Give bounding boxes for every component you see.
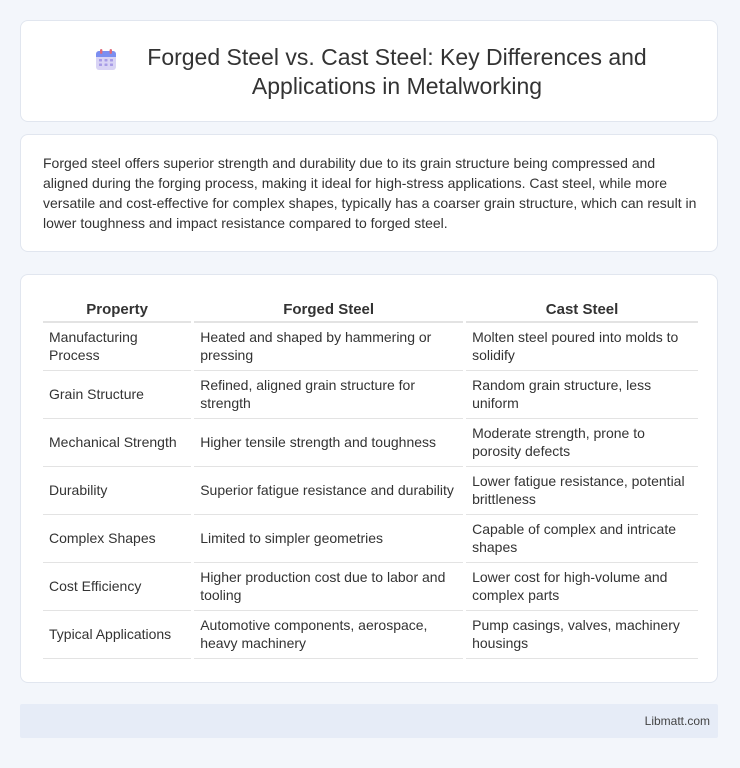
table-row bbox=[43, 418, 698, 466]
intro-card bbox=[20, 134, 718, 252]
footer-brand[interactable]: Libmatt.com bbox=[644, 714, 710, 728]
cast-cell: Pump casings, valves, machinery housings bbox=[465, 610, 698, 658]
intro-paragraph: Forged steel offers superior strength and durability due to its grain structure being compressed and aligned during the forging process, making it ideal for high-stress applications. Cast steel, while more versatile and cost-effective for complex shapes, typically has a coarser grain structure, which can result in lower toughness and impact resistance compared to forged steel. bbox=[43, 155, 697, 231]
cast-cell: Moderate strength, prone to porosity defects bbox=[465, 418, 698, 466]
table-row bbox=[43, 466, 698, 514]
property-cell: Grain Structure bbox=[43, 370, 193, 418]
title-wrap bbox=[21, 43, 717, 101]
table-row bbox=[43, 322, 698, 370]
forged-cell: Superior fatigue resistance and durability bbox=[193, 466, 465, 514]
header-forged-steel: Forged Steel bbox=[193, 295, 465, 322]
header-cast-steel: Cast Steel bbox=[465, 295, 698, 322]
property-cell: Manufacturing Process bbox=[43, 322, 193, 370]
cast-cell: Lower cost for high-volume and complex parts bbox=[465, 562, 698, 610]
forged-cell: Higher production cost due to labor and tooling bbox=[193, 562, 465, 610]
property-cell: Cost Efficiency bbox=[43, 562, 193, 610]
cast-cell: Capable of complex and intricate shapes bbox=[465, 514, 698, 562]
comparison-table bbox=[43, 295, 698, 659]
table-row bbox=[43, 610, 698, 658]
cast-cell: Molten steel poured into molds to solidify bbox=[465, 322, 698, 370]
forged-cell: Heated and shaped by hammering or pressing bbox=[193, 322, 465, 370]
forged-cell: Limited to simpler geometries bbox=[193, 514, 465, 562]
forged-cell: Higher tensile strength and toughness bbox=[193, 418, 465, 466]
page-title: Forged Steel vs. Cast Steel: Key Differences and Applications in Metalworking bbox=[147, 44, 647, 99]
cast-cell: Lower fatigue resistance, potential brittleness bbox=[465, 466, 698, 514]
table-header-row bbox=[43, 295, 698, 322]
footer-bar bbox=[20, 704, 718, 738]
cast-cell: Random grain structure, less uniform bbox=[465, 370, 698, 418]
property-cell: Mechanical Strength bbox=[43, 418, 193, 466]
title-card bbox=[20, 20, 718, 122]
header-property: Property bbox=[43, 295, 193, 322]
forged-cell: Refined, aligned grain structure for strength bbox=[193, 370, 465, 418]
property-cell: Typical Applications bbox=[43, 610, 193, 658]
table-row bbox=[43, 514, 698, 562]
table-row bbox=[43, 370, 698, 418]
forged-cell: Automotive components, aerospace, heavy machinery bbox=[193, 610, 465, 658]
table-row bbox=[43, 562, 698, 610]
comparison-card bbox=[20, 274, 718, 683]
calendar-icon bbox=[95, 49, 117, 71]
property-cell: Complex Shapes bbox=[43, 514, 193, 562]
property-cell: Durability bbox=[43, 466, 193, 514]
